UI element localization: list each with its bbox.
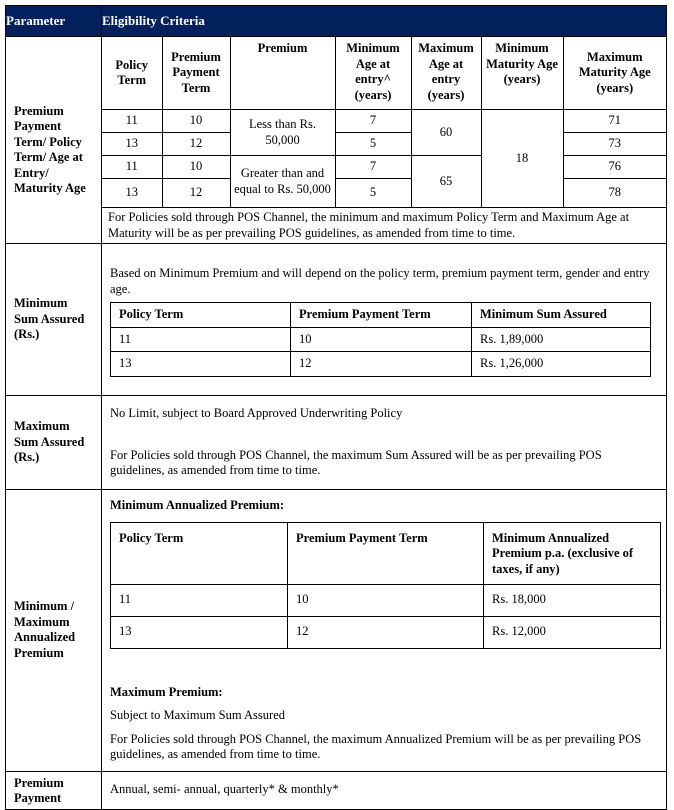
cell-premium-band: Greater than and equal to Rs. 50,000	[230, 156, 335, 208]
param-label-min-sa: Minimum Sum Assured (Rs.)	[6, 244, 102, 396]
cell-policy-term: 11	[102, 156, 162, 179]
cell-policy-term: 13	[102, 179, 162, 208]
table-row	[102, 179, 666, 208]
min-sa-header	[111, 303, 651, 328]
pos-note-age: For Policies sold through POS Channel, the minimum and maximum Policy Term and Maximum Age at Maturity will be as per prevailing POS guidelines, as amended from time to time.	[102, 208, 666, 244]
cell-max-maturity: 73	[563, 133, 666, 156]
criteria-payment: Annual, semi- annual, quarterly* & monthly*	[102, 771, 667, 809]
col-policy-term: Policy Term	[102, 37, 162, 110]
col-min-annualized-premium: Minimum Annualized Premium p.a. (exclusive of taxes, if any)	[484, 522, 661, 584]
header-eligibility-criteria: Eligibility Criteria	[102, 6, 667, 37]
cell-policy-term: 11	[102, 110, 162, 133]
age-table	[102, 37, 666, 243]
min-premium-table	[110, 522, 661, 649]
eligibility-table	[5, 5, 667, 810]
cell-ppt: 10	[162, 110, 230, 133]
col-policy-term: Policy Term	[111, 522, 288, 584]
cell-policy-term: 13	[111, 352, 291, 377]
col-premium: Premium	[230, 37, 335, 110]
cell-max-maturity: 71	[563, 110, 666, 133]
row-max-sum-assured	[6, 396, 667, 490]
param-label-premium: Minimum / Maximum Annualized Premium	[6, 490, 102, 772]
table-row	[102, 133, 666, 156]
col-premium-payment-term: Premium Payment Term	[288, 522, 484, 584]
cell-min-age: 5	[335, 179, 411, 208]
cell-ppt: 12	[291, 352, 472, 377]
row-min-sum-assured	[6, 244, 667, 396]
max-sa-line1: No Limit, subject to Board Approved Underwriting Policy	[110, 406, 403, 421]
cell-policy-term: 11	[111, 327, 291, 352]
col-max-maturity-age: Maximum Maturity Age (years)	[563, 37, 666, 110]
max-premium-line1: Subject to Maximum Sum Assured	[110, 708, 285, 722]
cell-policy-term: 13	[102, 133, 162, 156]
cell-max-age: 60	[411, 110, 481, 156]
cell-ppt: 12	[288, 616, 484, 648]
cell-ppt: 10	[288, 584, 484, 616]
table-row	[111, 327, 651, 352]
col-premium-payment-term: Premium Payment Term	[291, 303, 472, 328]
param-label-payment: Premium Payment	[6, 771, 102, 809]
col-premium-payment-term: Premium Payment Term	[162, 37, 230, 110]
min-sa-intro: Based on Minimum Premium and will depend on the policy term, premium payment term, gender and entry age.	[110, 266, 650, 296]
cell-min-age: 7	[335, 110, 411, 133]
table-row	[111, 584, 661, 616]
table-header-row	[6, 6, 667, 37]
cell-min-maturity: 18	[481, 110, 563, 208]
min-premium-heading: Minimum Annualized Premium:	[110, 498, 285, 512]
cell-min-premium: Rs. 12,000	[484, 616, 661, 648]
cell-ppt: 10	[162, 156, 230, 179]
header-parameter: Parameter	[6, 6, 102, 37]
cell-ppt: 12	[162, 179, 230, 208]
col-min-maturity-age: Minimum Maturity Age (years)	[481, 37, 563, 110]
row-premium-payment	[6, 771, 667, 809]
criteria-age	[102, 37, 667, 244]
cell-premium-band: Less than Rs. 50,000	[230, 110, 335, 156]
cell-policy-term: 13	[111, 616, 288, 648]
age-table-header	[102, 37, 666, 110]
min-sa-table	[110, 302, 651, 377]
max-premium-heading: Maximum Premium:	[110, 684, 223, 699]
col-min-age-entry: Minimum Age at entry^ (years)	[335, 37, 411, 110]
col-policy-term: Policy Term	[111, 303, 291, 328]
cell-min-sa: Rs. 1,26,000	[472, 352, 651, 377]
cell-max-maturity: 78	[563, 179, 666, 208]
table-row	[102, 156, 666, 179]
criteria-max-sa	[102, 396, 667, 490]
max-sa-line2: For Policies sold through POS Channel, the maximum Sum Assured will be as per prevailing POS guidelines, as amended from time to time.	[110, 447, 602, 478]
row-annualized-premium	[6, 490, 667, 772]
max-premium-line2: For Policies sold through POS Channel, the maximum Annualized Premium will be as per prevailing POS guidelines, as amended from time to time.	[110, 731, 642, 761]
cell-policy-term: 11	[111, 584, 288, 616]
param-label-max-sa: Maximum Sum Assured (Rs.)	[6, 396, 102, 490]
cell-ppt: 12	[162, 133, 230, 156]
cell-min-sa: Rs. 1,89,000	[472, 327, 651, 352]
param-label-age: Premium Payment Term/ Policy Term/ Age at Entry/ Maturity Age	[6, 37, 102, 244]
criteria-premium	[102, 490, 667, 772]
cell-max-age: 65	[411, 156, 481, 208]
criteria-min-sa	[102, 244, 667, 396]
cell-ppt: 10	[291, 327, 472, 352]
col-max-age-entry: Maximum Age at entry (years)	[411, 37, 481, 110]
cell-min-premium: Rs. 18,000	[484, 584, 661, 616]
cell-max-maturity: 76	[563, 156, 666, 179]
table-row	[111, 352, 651, 377]
cell-min-age: 7	[335, 156, 411, 179]
row-age-criteria	[6, 37, 667, 244]
table-row	[102, 110, 666, 133]
col-min-sum-assured: Minimum Sum Assured	[472, 303, 651, 328]
cell-min-age: 5	[335, 133, 411, 156]
table-row	[111, 616, 661, 648]
min-premium-header	[111, 522, 661, 584]
